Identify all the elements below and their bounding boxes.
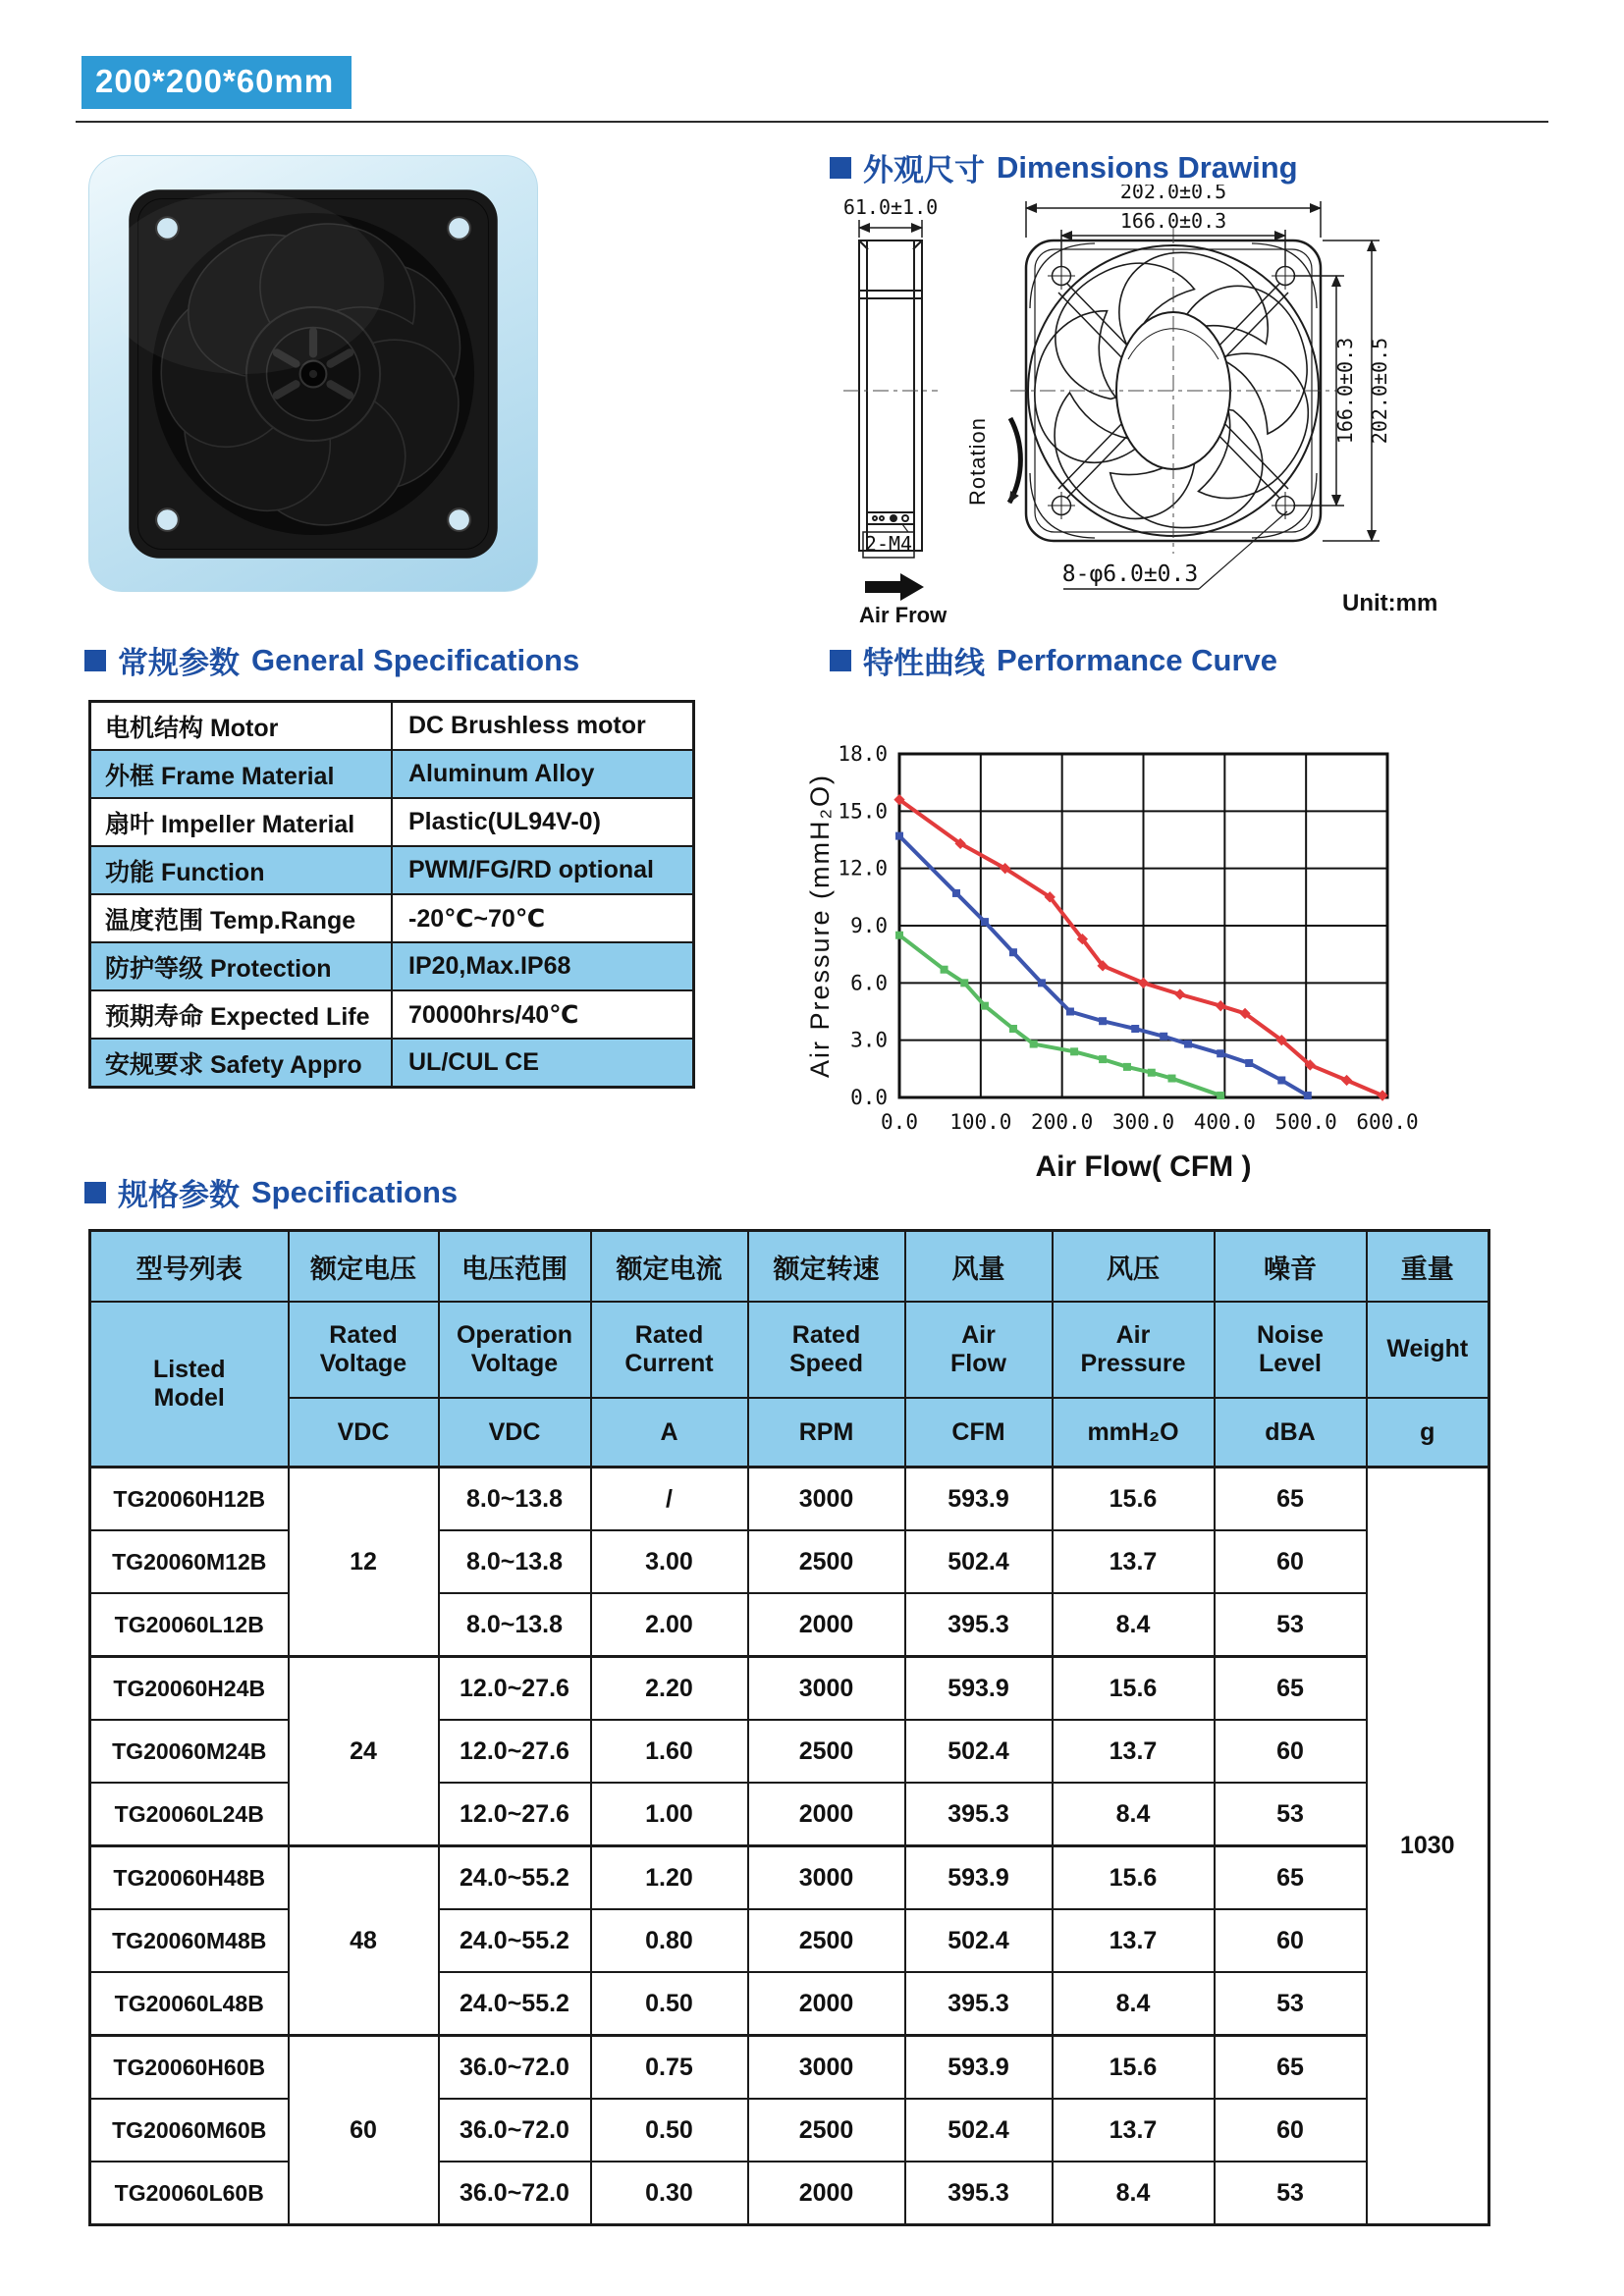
noise-value: 65 [1215,1468,1367,1531]
column-header-en: Rated Current [591,1302,748,1398]
current-value: 3.00 [591,1530,748,1593]
column-header-zh: 额定电压 [289,1231,439,1303]
op-voltage-value: 36.0~72.0 [439,2036,591,2100]
column-header-zh: 风量 [905,1231,1053,1303]
op-voltage-value: 8.0~13.8 [439,1593,591,1657]
section-bullet-icon [84,1182,106,1203]
noise-value: 65 [1215,1657,1367,1721]
y-tick-label: 0.0 [850,1086,888,1109]
model-name: TG20060L60B [90,2162,289,2225]
x-tick-label: 600.0 [1356,1110,1419,1134]
data-point-marker [1341,1075,1352,1086]
model-row [90,2036,1489,2100]
current-value: 1.60 [591,1720,748,1783]
data-point-marker [981,918,989,926]
general-spec-row [90,990,694,1039]
section-title-zh: 规格参数 [118,1178,240,1212]
front-width-dim: 202.0±0.5 [1119,185,1227,203]
op-voltage-value: 12.0~27.6 [439,1657,591,1721]
top-divider [76,121,1548,123]
column-header-zh: 风压 [1053,1231,1215,1303]
spec-label: 外框 Frame Material [90,750,393,798]
section-bullet-icon [830,650,851,671]
noise-value: 65 [1215,2036,1367,2100]
hole-span-dim: 166.0±0.3 [1119,209,1227,233]
op-voltage-value: 8.0~13.8 [439,1530,591,1593]
airflow-value: 502.4 [905,2099,1053,2162]
x-axis-title: Air Flow( CFM ) [1035,1150,1252,1183]
noise-value: 60 [1215,1909,1367,1972]
data-point-marker [1167,1075,1175,1083]
airflow-value: 395.3 [905,2162,1053,2225]
airflow-value: 502.4 [905,1720,1053,1783]
data-point-marker [1304,1092,1312,1099]
performance-curve-svg [805,677,1502,1198]
unit-label: Unit:mm [1342,590,1438,616]
spec-label: 扇叶 Impeller Material [90,798,393,846]
rated-voltage: 60 [289,2036,439,2225]
airflow-value: 502.4 [905,1530,1053,1593]
pressure-value: 8.4 [1053,1593,1215,1657]
airflow-value: 395.3 [905,1593,1053,1657]
section-title-zh: 常规参数 [118,646,240,680]
speed-value: 2500 [748,1530,905,1593]
column-header-unit: CFM [905,1398,1053,1468]
column-header-zh: 额定电流 [591,1231,748,1303]
data-point-marker [1030,1041,1038,1048]
speed-value: 3000 [748,2036,905,2100]
op-voltage-value: 24.0~55.2 [439,1972,591,2036]
general-spec-row [90,750,694,798]
column-header-en: Air Flow [905,1302,1053,1398]
specifications-table [88,1229,1490,2226]
general-spec-row [90,702,694,751]
hole-span-dim-vertical: 166.0±0.3 [1333,337,1357,445]
model-name: TG20060M12B [90,1530,289,1593]
speed-value: 2500 [748,1720,905,1783]
pressure-value: 8.4 [1053,1783,1215,1846]
speed-value: 2500 [748,1909,905,1972]
rated-voltage: 48 [289,1846,439,2036]
airflow-value: 593.9 [905,2036,1053,2100]
speed-value: 2000 [748,2162,905,2225]
airflow-value: 593.9 [905,1468,1053,1531]
data-point-marker [1009,1025,1017,1033]
model-row [90,1468,1489,1531]
column-header-zh: 型号列表 [90,1231,289,1303]
data-point-marker [1066,1008,1074,1016]
data-point-marker [1123,1063,1131,1071]
speed-value: 2000 [748,1783,905,1846]
pressure-value: 13.7 [1053,1720,1215,1783]
column-header-zh: 电压范围 [439,1231,591,1303]
performance-curve-chart [805,677,1502,1202]
data-point-marker [895,932,903,939]
data-point-marker [1184,1041,1192,1048]
airflow-label: Air Frow [859,603,947,626]
airflow-value: 395.3 [905,1783,1053,1846]
section-title-en: Dimensions Drawing [997,149,1298,185]
general-spec-row [90,942,694,990]
speed-value: 3000 [748,1846,905,1910]
current-value: 0.75 [591,2036,748,2100]
data-point-marker [1160,1033,1167,1041]
section-bullet-icon [830,157,851,179]
spec-value: Aluminum Alloy [392,750,694,798]
current-value: 2.00 [591,1593,748,1657]
op-voltage-value: 12.0~27.6 [439,1783,591,1846]
spec-value: Plastic(UL94V-0) [392,798,694,846]
current-value: 0.80 [591,1909,748,1972]
data-point-marker [1217,1092,1224,1099]
noise-value: 60 [1215,2099,1367,2162]
pressure-value: 15.6 [1053,2036,1215,2100]
pressure-value: 15.6 [1053,1657,1215,1721]
section-title-en: General Specifications [251,642,580,677]
y-tick-label: 12.0 [838,856,888,881]
current-value: 1.00 [591,1783,748,1846]
y-tick-label: 6.0 [850,971,888,995]
airflow-value: 395.3 [905,1972,1053,2036]
airflow-value: 502.4 [905,1909,1053,1972]
data-point-marker [895,832,903,840]
general-spec-row [90,846,694,894]
noise-value: 60 [1215,1530,1367,1593]
x-tick-label: 0.0 [881,1110,918,1134]
column-header-en: Air Pressure [1053,1302,1215,1398]
y-tick-label: 15.0 [838,799,888,824]
noise-value: 60 [1215,1720,1367,1783]
pressure-value: 13.7 [1053,1909,1215,1972]
op-voltage-value: 24.0~55.2 [439,1846,591,1910]
current-value: 0.50 [591,2099,748,2162]
column-header-en: Rated Speed [748,1302,905,1398]
column-header-unit: A [591,1398,748,1468]
model-name: TG20060M60B [90,2099,289,2162]
column-header-en: Listed Model [90,1302,289,1468]
spec-value: PWM/FG/RD optional [392,846,694,894]
pressure-value: 8.4 [1053,2162,1215,2225]
data-point-marker [1070,1047,1078,1055]
model-row [90,1657,1489,1721]
data-point-marker [1099,1017,1107,1025]
column-header-en: Operation Voltage [439,1302,591,1398]
model-name: TG20060H24B [90,1657,289,1721]
size-badge: 200*200*60mm [81,56,352,109]
airflow-arrow-icon [865,573,924,601]
noise-value: 53 [1215,1593,1367,1657]
speed-value: 2000 [748,1972,905,2036]
spec-label: 安规要求 Safety Appro [90,1039,393,1088]
curve-red [899,800,1382,1095]
data-point-marker [1038,979,1046,987]
speed-value: 3000 [748,1657,905,1721]
side-width-dim: 61.0±1.0 [842,195,939,219]
x-tick-label: 400.0 [1193,1110,1256,1134]
rated-voltage: 12 [289,1468,439,1657]
weight-value: 1030 [1367,1468,1489,2225]
section-title-zh: 外观尺寸 [863,153,985,187]
current-value: 0.50 [591,1972,748,2036]
product-photo [88,155,538,592]
speed-value: 2000 [748,1593,905,1657]
general-spec-row [90,894,694,942]
column-header-unit: g [1367,1398,1489,1468]
model-name: TG20060M24B [90,1720,289,1783]
holes-label: 8-φ6.0±0.3 [1061,561,1199,587]
rotation-label: Rotation [965,417,990,506]
spec-label: 功能 Function [90,846,393,894]
model-name: TG20060L24B [90,1783,289,1846]
data-point-marker [941,966,948,974]
pressure-value: 15.6 [1053,1846,1215,1910]
column-header-en: Weight [1367,1302,1489,1398]
terminal-label: 2-M4 [864,532,913,556]
noise-value: 53 [1215,1783,1367,1846]
op-voltage-value: 12.0~27.6 [439,1720,591,1783]
section-title-en: Performance Curve [997,642,1278,677]
data-point-marker [1009,948,1017,956]
side-view [859,240,922,558]
data-point-marker [1174,988,1185,999]
op-voltage-value: 24.0~55.2 [439,1909,591,1972]
data-point-marker [1099,1055,1107,1063]
spec-label: 温度范围 Temp.Range [90,894,393,942]
speed-value: 3000 [748,1468,905,1531]
spec-value: -20℃~70℃ [392,894,694,942]
op-voltage-value: 36.0~72.0 [439,2099,591,2162]
current-value: 0.30 [591,2162,748,2225]
column-header-zh: 重量 [1367,1231,1489,1303]
column-header-unit: VDC [439,1398,591,1468]
section-title-en: Specifications [251,1174,459,1209]
rated-voltage: 24 [289,1657,439,1846]
dimensions-drawing-svg [838,185,1584,626]
model-name: TG20060H48B [90,1846,289,1910]
x-tick-label: 500.0 [1274,1110,1337,1134]
pressure-value: 8.4 [1053,1972,1215,2036]
front-height-dim: 202.0±0.5 [1368,337,1391,445]
data-point-marker [1277,1077,1285,1085]
section-title-zh: 特性曲线 [863,646,985,680]
pressure-value: 15.6 [1053,1468,1215,1531]
airflow-value: 593.9 [905,1657,1053,1721]
model-name: TG20060M48B [90,1909,289,1972]
current-value: / [591,1468,748,1531]
x-tick-label: 200.0 [1031,1110,1094,1134]
rotation-arrow-icon [1009,418,1020,503]
x-tick-label: 100.0 [949,1110,1012,1134]
curve-section-title [830,638,1277,682]
spec-value: 70000hrs/40℃ [392,990,694,1039]
noise-value: 53 [1215,1972,1367,2036]
model-name: TG20060L48B [90,1972,289,2036]
x-tick-label: 300.0 [1111,1110,1175,1134]
column-header-en: Noise Level [1215,1302,1367,1398]
dimensions-section-title [830,145,1298,189]
y-axis-title: Air Pressure (mmH₂O) [805,774,835,1078]
airflow-value: 593.9 [905,1846,1053,1910]
spec-value: DC Brushless motor [392,702,694,751]
spec-label: 电机结构 Motor [90,702,393,751]
column-header-unit: dBA [1215,1398,1367,1468]
column-header-unit: mmH₂O [1053,1398,1215,1468]
column-header-en: Rated Voltage [289,1302,439,1398]
spec-label: 预期寿命 Expected Life [90,990,393,1039]
y-tick-label: 3.0 [850,1028,888,1052]
section-bullet-icon [84,650,106,671]
data-point-marker [960,979,968,987]
fan-image [121,182,506,566]
general-spec-row [90,1039,694,1088]
data-point-marker [1138,978,1149,988]
general-spec-row [90,798,694,846]
op-voltage-value: 8.0~13.8 [439,1468,591,1531]
speed-value: 2500 [748,2099,905,2162]
model-name: TG20060L12B [90,1593,289,1657]
current-value: 2.20 [591,1657,748,1721]
general-specs-table [88,700,695,1089]
column-header-zh: 额定转速 [748,1231,905,1303]
pressure-value: 13.7 [1053,1530,1215,1593]
data-point-marker [1148,1069,1156,1077]
model-name: TG20060H12B [90,1468,289,1531]
noise-value: 65 [1215,1846,1367,1910]
op-voltage-value: 36.0~72.0 [439,2162,591,2225]
column-header-unit: RPM [748,1398,905,1468]
spec-value: UL/CUL CE [392,1039,694,1088]
data-point-marker [1131,1025,1139,1033]
data-point-marker [1245,1059,1253,1067]
curve-green [899,935,1220,1095]
spec-value: IP20,Max.IP68 [392,942,694,990]
y-tick-label: 9.0 [850,914,888,937]
side-dim [859,220,922,238]
noise-value: 53 [1215,2162,1367,2225]
pressure-value: 13.7 [1053,2099,1215,2162]
specs-section-title [84,1170,458,1214]
model-name: TG20060H60B [90,2036,289,2100]
data-point-marker [952,889,960,897]
current-value: 1.20 [591,1846,748,1910]
model-row [90,1846,1489,1910]
column-header-zh: 噪音 [1215,1231,1367,1303]
data-point-marker [1217,1049,1224,1057]
data-point-marker [981,1002,989,1010]
column-header-unit: VDC [289,1398,439,1468]
y-tick-label: 18.0 [838,742,888,766]
dimensions-drawing [838,185,1584,631]
spec-label: 防护等级 Protection [90,942,393,990]
general-section-title [84,638,579,682]
